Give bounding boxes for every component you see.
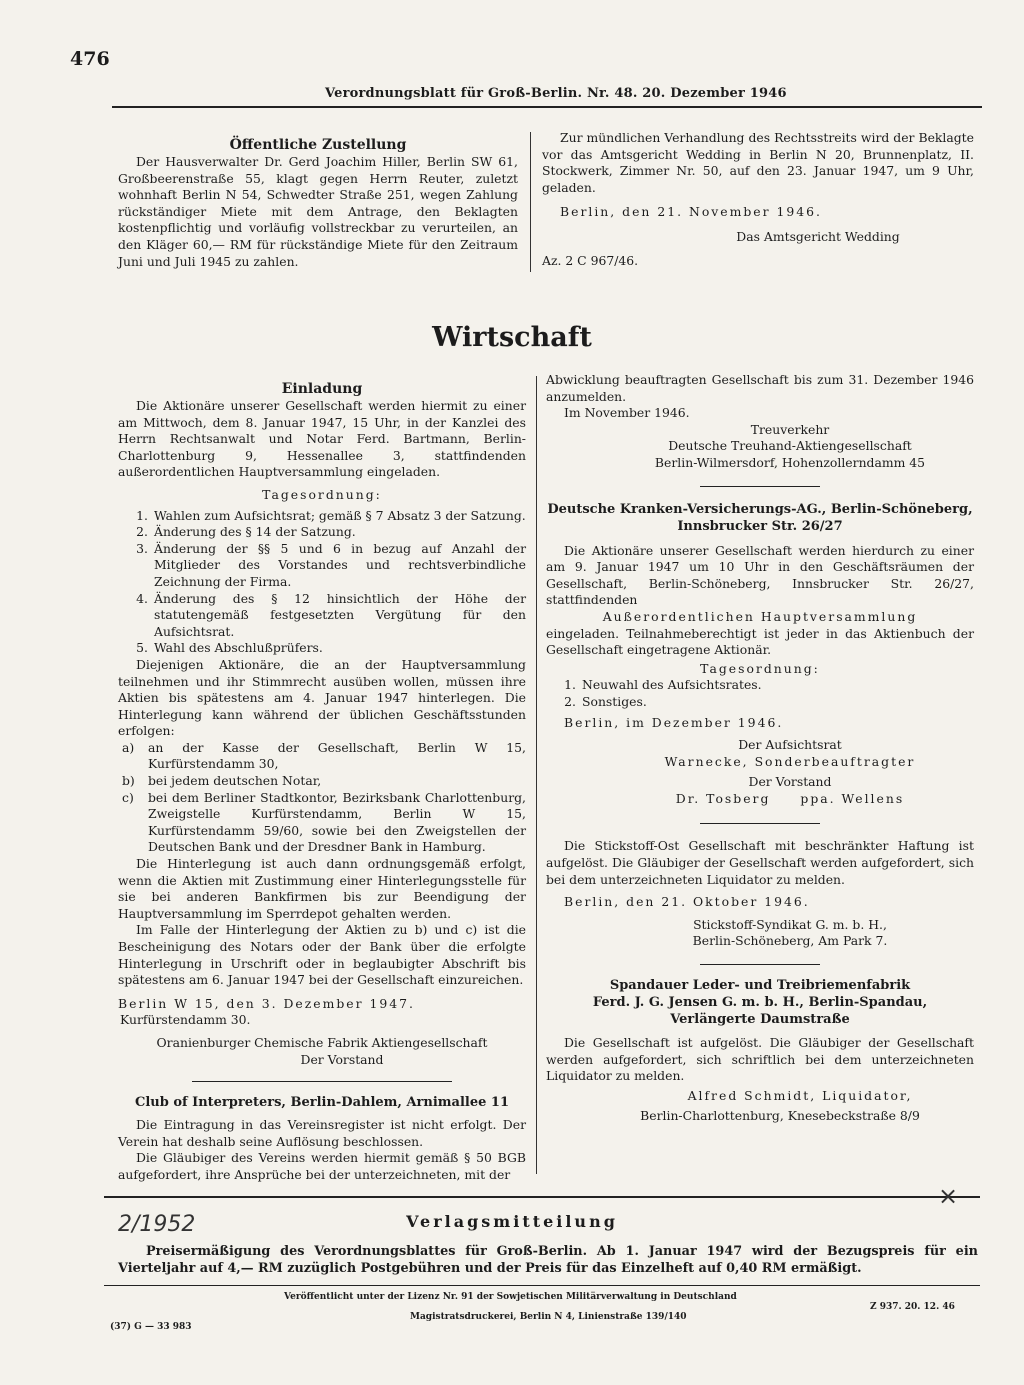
oz-date: Berlin, den 21. November 1946. (560, 204, 822, 220)
dkv-title-line1: Deutsche Kranken-Versicherungs-AG., Berlin-Schöneberg, (547, 501, 973, 517)
treu-sig2: Deutsche Treuhand-Aktiengesellschaft (668, 438, 912, 454)
dkv-date: Berlin, im Dezember 1946. (564, 714, 784, 730)
verlag-rule (104, 1196, 980, 1198)
dkv-p2: eingeladen. Teilnahmeberechtigt ist jeder in das Aktienbuch der Gesellschaft eingetragene Aktionär. (546, 625, 974, 658)
oz-body: Der Hausverwalter Dr. Gerd Joachim Hiller, Berlin SW 61, Großbeerenstraße 55, klagt gegen Herrn Reuter, zuletzt wohnhaft Berlin N 54, Schwedter Straße 251, wegen Zahlung rückständiger Miete mit dem Antrage, den Beklagten kostenpflichtig und vorläufig vollstreckbar zu verurteilen, an den Kläger 60,— RM für rückständige Miete für den Zeitraum Juni und Juli 1945 zu zahlen. (118, 154, 518, 269)
einladung-title: Einladung (281, 381, 363, 397)
dkv-vs: Der Vorstand (748, 774, 832, 790)
verlag-title: Verlagsmitteilung (406, 1212, 618, 1231)
spandau-title1: Spandauer Leder- und Treibriemenfabrik (609, 978, 911, 994)
deposit-place: b) bei jedem deutschen Notar, (122, 773, 322, 789)
einladung-p3: Im Falle der Hinterlegung der Aktien zu b) und c) ist die Bescheinigung des Notars oder der Bank über die erfolgte Hinterlegung in Urschrift oder in beglaubigter Abschrift bis spätestens am 6. Januar 1947 bei der Gesellschaft einzureichen. (118, 922, 526, 988)
separator-rule (700, 823, 820, 824)
treu-sig3: Berlin-Wilmersdorf, Hohenzollerndamm 45 (654, 454, 926, 470)
oz-az: Az. 2 C 967/46. (542, 252, 639, 268)
dkv-p1: Die Aktionäre unserer Gesellschaft werden hierdurch zu einer am 9. Januar 1947 um 10 Uhr in den Geschäftsräumen der Gesellschaft, Berlin-Schöneberg, Innsbrucker Str. 26/27, stattfindenden (546, 542, 974, 608)
einladung-board: Der Vorstand (300, 1051, 384, 1067)
spandau-title2: Ferd. J. G. Jensen G. m. b. H., Berlin-Spandau, (592, 995, 928, 1011)
stick-date: Berlin, den 21. Oktober 1946. (564, 894, 810, 910)
stick-sig1: Stickstoff-Syndikat G. m. b. H., (693, 916, 887, 932)
einladung-address: Kurfürstendamm 30. (120, 1012, 251, 1028)
footer-left-code: (37) G — 33 983 (110, 1322, 192, 1332)
agenda-item: 5. Wahl des Abschlußprüfers. (136, 640, 323, 656)
running-head: Verordnungsblatt für Groß-Berlin. Nr. 48. 20. Dezember 1946 (325, 86, 787, 101)
separator-rule (700, 486, 820, 487)
spandau-title3: Verlängerte Daumstraße (670, 1012, 850, 1028)
einladung-agenda (118, 508, 526, 657)
oz-right-column (542, 130, 974, 269)
deposit-place: a) an der Kasse der Gesellschaft, Berlin W 15, Kurfürstendamm 30, (122, 739, 526, 772)
agenda-item: 1. Neuwahl des Aufsichtsrates. (564, 677, 762, 693)
footer-license: Veröffentlicht unter der Lizenz Nr. 91 der Sowjetischen Militärverwaltung in Deutschland (284, 1292, 737, 1302)
oz-court: Das Amtsgericht Wedding (736, 228, 900, 244)
einladung-deposit-places (118, 740, 526, 856)
einladung-deposit: Diejenigen Aktionäre, die an der Hauptversammlung teilnehmen und ihr Stimmrecht ausüben wollen, müssen ihre Aktien bis spätestens am 4. Januar 1947 hinterlegen. Die Hinterlegung kann während der üblichen Geschäftsstunden erfolgen: (118, 656, 526, 739)
einladung-date: Berlin W 15, den 3. Dezember 1947. (118, 995, 415, 1011)
dkv-title-line2: Innsbrucker Str. 26/27 (677, 518, 843, 534)
dkv-agenda-title: Tagesordnung: (700, 660, 820, 676)
right-column (546, 372, 974, 1125)
footer-right-code: Z 937. 20. 12. 46 (870, 1302, 955, 1312)
verlag-body: Preisermäßigung des Verordnungsblattes für Groß-Berlin. Ab 1. Januar 1947 wird der Bezugspreis für ein Vierteljahr auf 4,— RM zuzüglich Postgebühren und der Preis für das Einzelheft auf 0,40 RM ermäßigt. (118, 1244, 978, 1276)
einladung-agenda-title: Tagesordnung: (262, 486, 382, 502)
einladung-firm: Oranienburger Chemische Fabrik Aktiengesellschaft (156, 1034, 488, 1050)
spandau-p1: Die Gesellschaft ist aufgelöst. Die Gläubiger der Gesellschaft werden aufgefordert, sich schriftlich bei dem unterzeichneten Liquidator zu melden. (546, 1035, 974, 1084)
agenda-item: 2. Änderung des § 14 der Satzung. (136, 524, 356, 540)
dkv-vs-names: Dr. Tosberg ppa. Wellens (675, 790, 905, 806)
handwritten-note: 2/1952 (118, 1212, 196, 1237)
column-divider-main (536, 376, 537, 1174)
spandau-sig2: Berlin-Charlottenburg, Knesebeckstraße 8/9 (640, 1108, 920, 1124)
page-number: 476 (70, 48, 110, 70)
header-rule (112, 106, 982, 108)
handwritten-mark: × (938, 1182, 959, 1210)
stick-sig2: Berlin-Schöneberg, Am Park 7. (692, 933, 888, 949)
footer-printer: Magistratsdruckerei, Berlin N 4, Linienstraße 139/140 (410, 1312, 687, 1322)
agenda-item: 3. Änderung der §§ 5 und 6 in bezug auf Anzahl der Mitglieder des Vorstandes und rechtsverbindliche Zeichnung der Firma. (136, 540, 526, 589)
treu-sig1: Treuverkehr (750, 421, 830, 437)
separator-rule (700, 964, 820, 965)
dkv-ar: Der Aufsichtsrat (738, 737, 842, 753)
club-title: Club of Interpreters, Berlin-Dahlem, Arnimallee 11 (134, 1095, 510, 1111)
footer-rule (104, 1285, 980, 1286)
separator-rule (192, 1081, 452, 1082)
dkv-ar-name: Warnecke, Sonderbeauftragter (664, 753, 916, 769)
treu-continuation: Abwicklung beauftragten Gesellschaft bis zum 31. Dezember 1946 anzumelden. (546, 372, 974, 404)
oz-continuation: Zur mündlichen Verhandlung des Rechtsstreits wird der Beklagte vor das Amtsgericht Wedding in Berlin N 20, Brunnenplatz, II. Stockwerk, Zimmer Nr. 50, auf den 23. Januar 1947, um 9 Uhr, geladen. (542, 130, 974, 195)
oz-left-column (118, 136, 518, 270)
treu-date: Im November 1946. (564, 405, 690, 421)
deposit-place: c) bei dem Berliner Stadtkontor, Bezirksbank Charlottenburg, Zweigstelle Kurfürstendamm, Berlin W 15, Kurfürstendamm 59/60, sowie bei den Zweigstellen der Deutschen Bank und der Dresdner Bank in Hamburg. (122, 789, 526, 855)
column-divider-top (530, 132, 531, 272)
agenda-item: 4. Änderung des § 12 hinsichtlich der Höhe der statutengemäß festgesetzten Vergütung für den Aufsichtsrat. (136, 590, 526, 639)
dkv-agenda (546, 677, 974, 710)
left-column (118, 380, 526, 1184)
oz-title: Öffentliche Zustellung (229, 137, 407, 153)
einladung-p2: Die Hinterlegung ist auch dann ordnungsgemäß erfolgt, wenn die Aktien mit Zustimmung einer Hinterlegungsstelle für sie bei anderen Bankfirmen bis zur Beendigung der Hauptversammlung im Sperrdepot gehalten werden. (118, 856, 526, 921)
stick-p1: Die Stickstoff-Ost Gesellschaft mit beschränkter Haftung ist aufgelöst. Die Gläubiger der Gesellschaft werden aufgefordert, sich bei dem unterzeichneten Liquidator zu melden. (546, 838, 974, 887)
club-p2: Die Gläubiger des Vereins werden hiermit gemäß § 50 BGB aufgefordert, ihre Ansprüche bei der unterzeichneten, mit der (118, 1150, 526, 1182)
club-p1: Die Eintragung in das Vereinsregister ist nicht erfolgt. Der Verein hat deshalb seine Auflösung beschlossen. (118, 1117, 526, 1149)
section-title-wirtschaft: Wirtschaft (432, 322, 592, 353)
agenda-item: 2. Sonstiges. (564, 693, 647, 709)
agenda-item: 1. Wahlen zum Aufsichtsrat; gemäß § 7 Absatz 3 der Satzung. (136, 507, 526, 523)
spandau-sig1: Alfred Schmidt, Liquidator, (687, 1087, 913, 1103)
dkv-hv: Außerordentlichen Hauptversammlung (602, 608, 918, 624)
einladung-intro: Die Aktionäre unserer Gesellschaft werden hiermit zu einer am Mittwoch, dem 8. Januar 1947, 15 Uhr, in der Kanzlei des Herrn Rechtsanwalt und Notar Ferd. Bartmann, Berlin-Charlottenburg 9, Hessenallee 3, stattfindenden außerordentlichen Hauptversammlung eingeladen. (118, 398, 526, 480)
